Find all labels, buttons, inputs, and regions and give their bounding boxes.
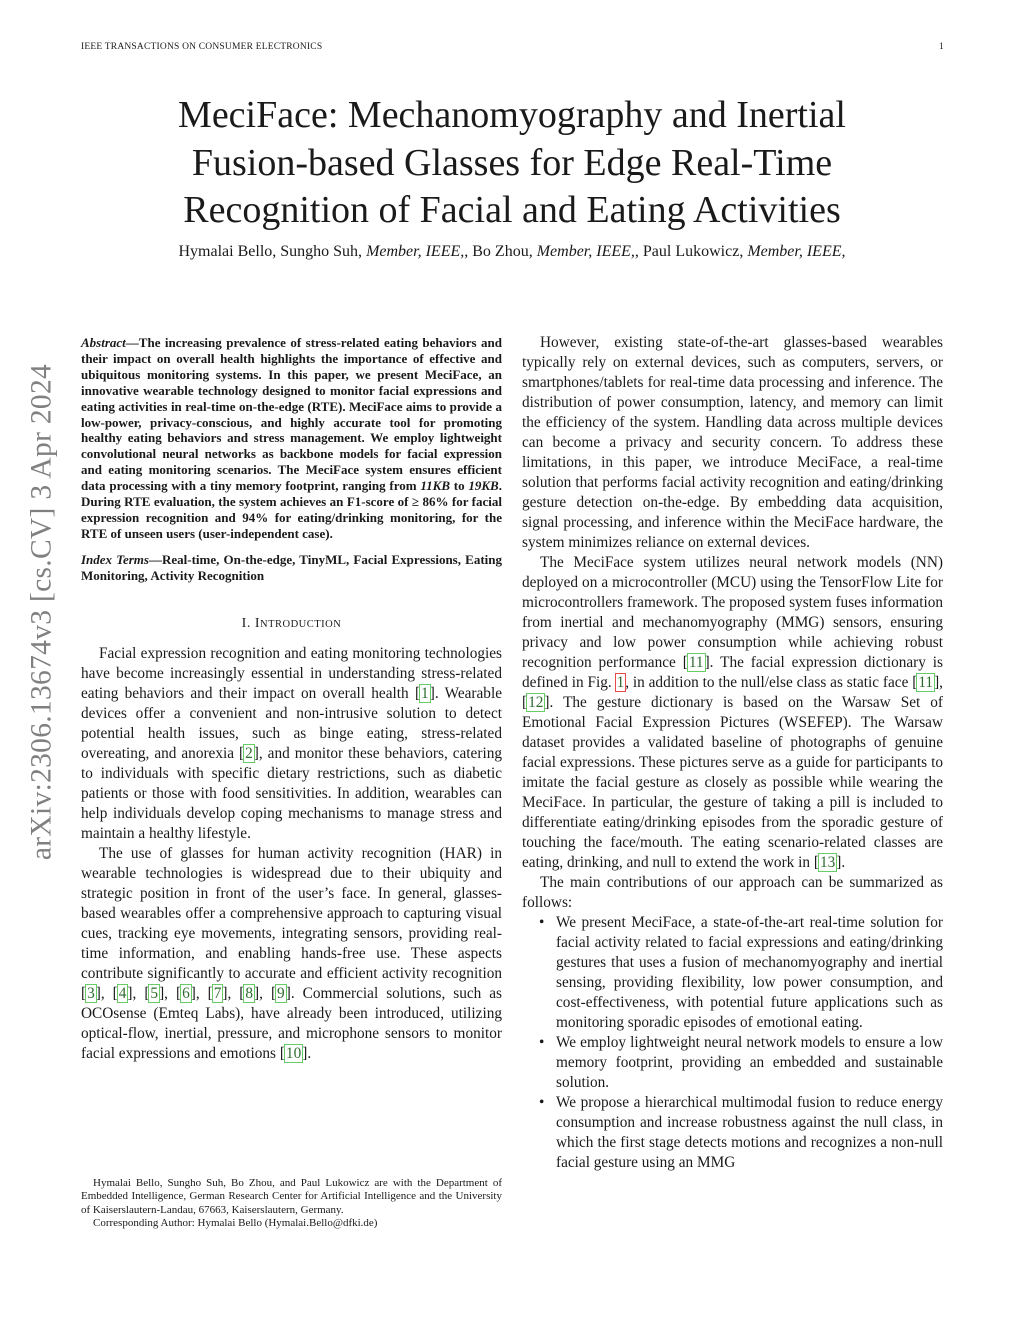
title-line-3: Recognition of Facial and Eating Activities bbox=[183, 189, 841, 231]
abstract-text: to bbox=[450, 478, 469, 494]
author-list bbox=[60, 243, 964, 261]
citation-link[interactable]: 8 bbox=[245, 984, 254, 1002]
bullet-icon: • bbox=[539, 914, 545, 931]
list-item bbox=[522, 913, 943, 1033]
abstract-math: 19KB bbox=[468, 478, 499, 494]
list-item-text: We propose a hierarchical multimodal fusion to reduce energy consumption and increase robustness against the null class, in which the first stage detects motions and recognizes a non-null facial gesture using an MMG bbox=[556, 1094, 943, 1171]
citation-link[interactable]: 2 bbox=[245, 744, 253, 762]
author-membership-1: Member, IEEE, bbox=[366, 243, 465, 260]
paragraph-text: . Commercial solutions, such as OCOsense (Emteq Labs), have already been introduced, utilizing optical-flow, inertial, pressure, and microphone sensors to monitor facial expressions and emotions bbox=[81, 984, 503, 1062]
intro-paragraph-2: The use of glasses for human activity recognition (HAR) in wearable technologies is widespread due to their ubiquity and strategic position in front of the user’s face. In general, glasses-based wearables offer a comprehensive approach to capturing visual cues, tracking eye movements, integrating sensors, providing real-time information, and enabling hands-free use. These aspects contribute significantly to accurate and efficient activity recognition [3], [4], [5], [6], [7], [8], [9]. Commercial solutions, such as OCOsense (Emteq Labs), have already been introduced, utilizing optical-flow, inertial, pressure, and microphone sensors to monitor facial expressions and emotions [10]. bbox=[81, 844, 503, 1062]
journal-name: IEEE TRANSACTIONS ON CONSUMER ELECTRONICS bbox=[81, 42, 323, 52]
section-initial: I bbox=[254, 615, 260, 631]
intro-paragraph-1: Facial expression recognition and eating monitoring technologies have become increasingly essential in understanding stress-related eating behaviors and their impact on overall health [1]. Wearable devices offer a convenient and non-intrusive solution to detect potential health issues, such as binge eating, stress-related overeating, and anorexia [2], and monitor these behaviors, catering to individuals with specific dietary restrictions, such as diabetic patients or those with food sensitivities. In addition, wearables can help individuals develop coping mechanisms to manage stress and maintain a healthy lifestyle. bbox=[81, 644, 502, 842]
paragraph-text: , and monitor these behaviors, catering to individuals with specific dietary restrictions, such as diabetic patients or those with food sensitivities. In addition, wearables can help individuals develop coping mechanisms to manage stress and maintain a healthy lifestyle. bbox=[81, 744, 502, 842]
citation-link[interactable]: 1 bbox=[421, 684, 429, 702]
right-paragraph-1: However, existing state-of-the-art glasses-based wearables typically rely on external devices, such as computers, servers, or smartphones/tablets for real-time data processing and inference. The distribution of power consumption, latency, and memory can limit the efficiency of the system. Handling data across multiple devices can become a privacy and security concern. To address these limitations, in this paper, we introduce MeciFace, a real-time solution that performs facial activity recognition and eating/drinking gesture detection on-the-edge. By embedding data acquisition, signal processing, and inference within the MeciFace hardware, the system minimizes reliance on external devices. bbox=[522, 334, 943, 551]
citation-link[interactable]: 12 bbox=[528, 694, 544, 711]
paragraph-text: The use of glasses for human activity recognition (HAR) in wearable technologies is widespread due to their ubiquity and strategic position in front of the user’s face. In general, glasses-based wearables offer a comprehensive approach to capturing visual cues, tracking eye movements, integrating sensors, providing real-time information, and enabling hands-free use. These aspects contribute significantly to accurate and efficient activity recognition bbox=[81, 844, 502, 982]
abstract-text: for facial expression recognition and 94% for eating/drinking monitoring, for the RTE of unseen users (user-independent case). bbox=[81, 494, 503, 541]
citation-link[interactable]: 5 bbox=[150, 984, 159, 1002]
citation-link[interactable]: 11 bbox=[688, 654, 704, 671]
abstract bbox=[81, 335, 502, 542]
paragraph-text: . The gesture dictionary is based on the Warsaw Set of Emotional Facial Expression Pictures (WSEFEP). The Warsaw dataset provides a validated baseline of photographs of genuine facial expressions. These pictures serve as a guide for participants to imitate the facial gesture as closely as possible while wearing the MeciFace. In particular, the gesture of taking a pill is included to differentiate eating/drinking episodes from the sporadic gesture of touching the face/mouth. The eating scenario-related classes are eating, drinking, and null to extend the work in bbox=[522, 694, 943, 871]
footnote-affiliation: Hymalai Bello, Sungho Suh, Bo Zhou, and Paul Lukowicz are with the Department of Embedded Intelligence, German Research Center for Artificial Intelligence and the University of Kaiserslautern-Landau, 67663, Kaiserslautern, Germany. bbox=[81, 1177, 502, 1216]
paragraph-text: . bbox=[307, 1044, 312, 1062]
footnote-corresponding-author: Corresponding Author: Hymalai Bello (Hymalai.Bello@dfki.de) bbox=[93, 1217, 378, 1230]
title-line-1: MeciFace: Mechanomyography and Inertial bbox=[178, 94, 846, 136]
list-item bbox=[522, 1033, 943, 1093]
citation-link[interactable]: 9 bbox=[277, 984, 285, 1002]
abstract-text: . During RTE evaluation, the system achieves an F1-score of bbox=[81, 478, 502, 510]
list-item bbox=[522, 1093, 943, 1173]
bullet-icon: • bbox=[539, 1034, 545, 1051]
index-terms-text: —Real-time, On-the-edge, TinyML, Facial Expressions, Eating Monitoring, Activity Recognition bbox=[81, 551, 502, 583]
left-column bbox=[81, 335, 502, 1064]
right-paragraph-3: The main contributions of our approach can be summarized as follows: bbox=[522, 874, 943, 911]
right-column bbox=[522, 333, 943, 1173]
citation-link[interactable]: 7 bbox=[213, 984, 222, 1002]
abstract-text: —The increasing prevalence of stress-related eating behaviors and their impact on overall health highlights the importance of effective and ubiquitous monitoring systems. In this paper, we present MeciFace, an innovative wearable technology designed to monitor facial expressions and eating activities in real-time on-the-edge (RTE). MeciFace aims to provide a low-power, privacy-conscious, and highly accurate tool for promoting healthy eating behaviors and stress management. We employ lightweight convolutional neural networks as backbone models for facial expression and eating monitoring scenarios. The MeciFace system ensures efficient data processing with a tiny memory footprint, ranging from bbox=[81, 335, 502, 494]
page-number: 1 bbox=[939, 42, 944, 52]
abstract-math: ≥ 86% bbox=[411, 494, 449, 510]
bullet-icon: • bbox=[539, 1094, 545, 1111]
author-names-2: , Bo Zhou, bbox=[464, 243, 533, 260]
abstract-math: 11KB bbox=[420, 478, 450, 494]
figure-reference-link[interactable]: 1 bbox=[616, 674, 625, 691]
footnote bbox=[81, 1177, 502, 1231]
paragraph-text: . Wearable devices offer a convenient and non-intrusive solution to detect potential health issues, such as binge eating, stress-related overeating, and anorexia bbox=[81, 684, 502, 762]
list-item-text: We present MeciFace, a state-of-the-art real-time solution for facial activity related to facial expressions and eating/drinking gestures that uses a fusion of mechanomyography and inertial sensing, providing flexibility, low power consumption, and cost-effectiveness, with potential future applications such as monitoring sporadic episodes of emotional eating. bbox=[556, 914, 943, 1031]
paper-title bbox=[100, 92, 924, 235]
right-paragraph-2: The MeciFace system utilizes neural network models (NN) deployed on a microcontroller (MCU) using the TensorFlow Lite for microcontrollers framework. The proposed system fuses information from inertial and mechanomyography (MMG) sensors, ensuring privacy and low power consumption while achieving robust recognition performance [11]. The facial expression dictionary is defined in Fig. 1, in addition to the null/else class as static face [11], [12]. The gesture dictionary is based on the Warsaw Set of Emotional Facial Expression Pictures (WSEFEP). The Warsaw dataset provides a validated baseline of photographs of genuine facial expressions. These pictures serve as a guide for participants to imitate the facial gesture as closely as possible while wearing the MeciFace. In particular, the gesture of taking a pill is included to differentiate eating/drinking episodes from the sporadic gesture of touching the face/mouth. The eating scenario-related classes are eating, drinking, and null to extend the work in [13]. bbox=[522, 554, 943, 871]
list-item-text: We employ lightweight neural network models to ensure a low memory footprint, providing an embedded and sustainable solution. bbox=[556, 1034, 943, 1091]
author-names-3: , Paul Lukowicz, bbox=[634, 243, 744, 260]
section-heading-introduction bbox=[81, 616, 502, 632]
title-line-2: Fusion-based Glasses for Edge Real-Time bbox=[191, 141, 833, 184]
running-head bbox=[81, 42, 944, 52]
section-title-rest: NTRODUCTION bbox=[260, 618, 342, 630]
author-membership-3: Member, IEEE, bbox=[747, 243, 846, 260]
citation-link[interactable]: 3 bbox=[87, 984, 95, 1002]
paragraph-text: . The facial expression dictionary is defined in Fig. bbox=[522, 654, 943, 691]
citation-link[interactable]: 4 bbox=[118, 984, 127, 1002]
index-terms-label: Index Terms bbox=[81, 551, 149, 567]
author-membership-2: Member, IEEE, bbox=[536, 243, 635, 260]
citation-link[interactable]: 11 bbox=[918, 674, 934, 691]
paragraph-text: Facial expression recognition and eating monitoring technologies have become increasingly essential in understanding stress-related eating behaviors and their impact on overall health bbox=[81, 644, 502, 702]
contributions-list bbox=[522, 913, 943, 1173]
abstract-label: Abstract bbox=[81, 335, 126, 350]
citation-link[interactable]: 10 bbox=[285, 1044, 302, 1062]
section-number: I. bbox=[241, 615, 251, 631]
paragraph-text: . bbox=[841, 854, 846, 871]
author-names-1: Hymalai Bello, Sungho Suh, bbox=[178, 243, 363, 260]
paragraph-text: , in addition to the null/else class as static face bbox=[625, 674, 913, 691]
citation-link[interactable]: 6 bbox=[182, 984, 190, 1002]
index-terms bbox=[81, 552, 502, 584]
paragraph-text: The MeciFace system utilizes neural network models (NN) deployed on a microcontroller (MCU) using the TensorFlow Lite for microcontrollers framework. The proposed system fuses information from inertial and mechanomyography (MMG) sensors, ensuring privacy and low power consumption while achieving robust recognition performance bbox=[522, 554, 943, 671]
citation-link[interactable]: 13 bbox=[819, 854, 836, 871]
arxiv-identifier[interactable]: arXiv:2306.13674v3 [cs.CV] 3 Apr 2024 bbox=[25, 363, 58, 861]
